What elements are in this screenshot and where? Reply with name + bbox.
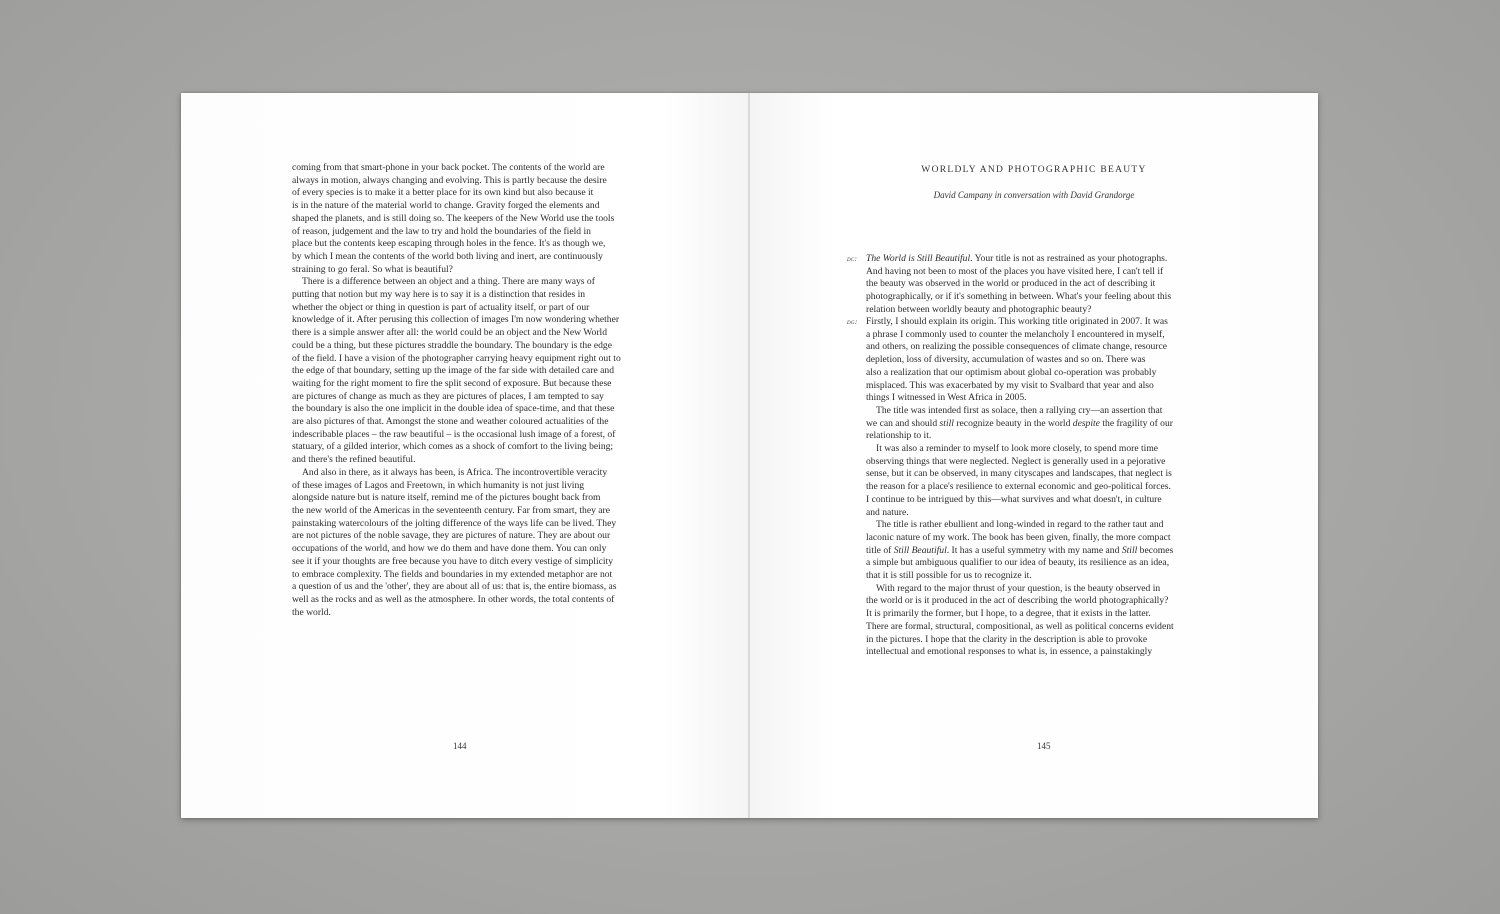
text-line <box>866 634 1206 647</box>
text-run: things I witnessed in West Africa in 2005. <box>866 392 1027 404</box>
text-line <box>866 545 1206 558</box>
text-line <box>866 481 1206 494</box>
text-run: I continue to be intrigued by this—what survives and what doesn't, in culture <box>866 493 1162 505</box>
text-run: laconic nature of my work. The book has been given, finally, the more compact <box>866 531 1171 543</box>
text-run: photographically, or if it's something in between. What's your feeling about this <box>866 291 1172 303</box>
interview-question-dc <box>847 253 1206 317</box>
text-run: It was also a reminder to myself to look more closely, to spend more time <box>876 443 1159 455</box>
text-line <box>866 354 1206 367</box>
italic-text: Still <box>1121 544 1138 556</box>
text-line <box>866 380 1206 393</box>
text-line <box>866 430 1206 443</box>
text-line: statuary, of a gilded interior, which comes as a shock of comfort to the living being; <box>292 441 614 453</box>
text-line: the new world of the Americas in the seventeenth century. Far from smart, they are <box>292 504 610 516</box>
text-line <box>866 519 1206 532</box>
text-run: Firstly, I should explain its origin. This working title originated in 2007. It was <box>866 316 1168 327</box>
text-run: intellectual and emotional responses to what is, in essence, a painstakingly <box>866 646 1153 658</box>
text-run: The title was intended first as solace, then a rallying cry—an assertion that <box>876 404 1163 416</box>
text-line: a question of us and the 'other', they are about all of us: that is, the entire biomass, as <box>292 581 617 593</box>
italic-text: despite <box>1072 417 1100 429</box>
text-line <box>866 608 1206 621</box>
speaker-label-dc: dc: <box>847 254 858 263</box>
text-line: well as the rocks and as well as the atmosphere. In other words, the total contents of <box>292 593 615 605</box>
text-line <box>866 405 1206 418</box>
text-line <box>866 532 1206 545</box>
text-line: of the field. I have a vision of the photographer carrying heavy equipment right out to <box>292 352 621 364</box>
chapter-subheading: David Campany in conversation with David Grandorge <box>933 190 1135 200</box>
text-line <box>866 557 1206 570</box>
text-run: It is primarily the former, but I hope, to a degree, that it exists in the latter. <box>866 608 1151 620</box>
text-line: of reason, judgement and the law to try and hold the boundaries of the field in <box>292 225 591 237</box>
text-line: And also in there, as it always has been, is Africa. The incontrovertible veracity <box>302 466 608 478</box>
text-line: coming from that smart-phone in your back pocket. The contents of the world are <box>292 162 605 173</box>
text-line <box>866 253 1206 266</box>
right-page <box>750 93 1318 818</box>
text-line: always in motion, always changing and evolving. This is partly because the desire <box>292 174 607 186</box>
text-line <box>866 595 1206 608</box>
text-run: and nature. <box>866 506 909 518</box>
text-line: shaped the planets, and is still doing so. The keepers of the New World use the tools <box>292 212 615 224</box>
text-line: the world. <box>292 606 331 618</box>
text-line: There is a difference between an object and a thing. There are many ways of <box>302 276 595 288</box>
text-line: of these images of Lagos and Freetown, in which humanity is not just living <box>292 479 585 491</box>
text-run: observing things that were neglected. Neglect is generally used in a pejorative <box>866 455 1166 467</box>
text-run: the world or is it produced in the act of describing the world photographically? <box>866 595 1169 607</box>
text-line: are also pictures of that. Amongst the stone and weather coloured actualities of the <box>292 416 609 428</box>
text-line: the edge of that boundary, setting up the image of the far side with detailed care and <box>292 365 614 377</box>
text-run: sense, but it can be observed, in many cityscapes and landscapes, that neglect is <box>866 468 1172 480</box>
book-spread <box>181 93 1318 818</box>
page-number-left: 144 <box>453 741 467 751</box>
text-line <box>866 341 1206 354</box>
text-line <box>866 329 1206 342</box>
text-line <box>866 418 1206 431</box>
text-line: to embrace complexity. The fields and boundaries in my extended metaphor are not <box>292 568 613 580</box>
chapter-heading: WORLDLY AND PHOTOGRAPHIC BEAUTY <box>921 165 1147 175</box>
text-run: The title is rather ebullient and long-winded in regard to the rather taut and <box>876 519 1164 531</box>
text-run: relation between worldly beauty and photographic beauty? <box>866 303 1092 315</box>
text-line: occupations of the world, and how we do them and have done them. You can only <box>292 543 607 555</box>
interview-answer-dg <box>847 316 1206 659</box>
text-line: waiting for the right moment to fire the split second of exposure. But because these <box>292 377 612 389</box>
text-line: straining to go feral. So what is beautiful? <box>292 263 453 275</box>
text-run: that it is still possible for us to recognize it. <box>866 570 1032 582</box>
text-run: recognize beauty in the world <box>953 417 1073 429</box>
text-run: the reason for a place's resilience to external economic and geo-political forces. <box>866 481 1171 493</box>
text-line <box>866 621 1206 634</box>
text-run: misplaced. This was exacerbated by my visit to Svalbard that year and also <box>866 379 1154 391</box>
text-line <box>866 278 1206 291</box>
text-run: the fragility of our <box>1099 417 1173 429</box>
text-line: and there's the refined beautiful. <box>292 454 416 466</box>
text-run: . It has a useful symmetry with my name and <box>946 544 1122 556</box>
text-run: a phrase I commonly used to counter the melancholy I encountered in myself, <box>866 328 1165 340</box>
left-page <box>181 93 749 818</box>
text-run: becomes <box>1137 544 1174 556</box>
text-line: see it if your thoughts are free because you have to ditch every vestige of simplicity <box>292 555 614 567</box>
text-run: and others, on realizing the possible consequences of climate change, resource <box>866 341 1168 353</box>
text-line: are pictures of change as much as they are pictures of places, I am tempted to say <box>292 390 604 402</box>
text-line <box>866 507 1206 520</box>
text-run: There are formal, structural, compositional, as well as political concerns evident <box>866 620 1174 632</box>
text-line: there is a simple answer after all: the world could be an object and the New World <box>292 327 608 339</box>
text-line: could be a thing, but these pictures straddle the boundary. The boundary is the edge <box>292 339 612 351</box>
text-run: With regard to the major thrust of your question, is the beauty observed in <box>876 582 1161 594</box>
text-line <box>866 266 1206 279</box>
text-run: And having not been to most of the places you have visited here, I can't tell if <box>866 265 1164 277</box>
left-page-body <box>292 162 632 619</box>
text-line: knowledge of it. After perusing this collection of images I'm now wondering whether <box>292 314 620 326</box>
text-line <box>866 392 1206 405</box>
text-line <box>866 316 1206 329</box>
text-line <box>866 456 1206 469</box>
text-line <box>866 494 1206 507</box>
text-run: the beauty was observed in the world or produced in the act of describing it <box>866 278 1156 290</box>
text-line: the boundary is also the one implicit in the double idea of space-time, and that these <box>292 403 615 415</box>
text-line: by which I mean the contents of the world both living and inert, are continuously <box>292 250 603 262</box>
text-run: a simple but ambiguous qualifier to our idea of beauty, its resilience as an idea, <box>866 557 1170 569</box>
text-line <box>866 468 1206 481</box>
text-line: are not pictures of the noble savage, they are pictures of nature. They are about our <box>292 530 611 542</box>
text-line: place but the contents keep escaping through holes in the fence. It's as though we, <box>292 238 606 250</box>
text-line: indescribable places – the raw beautiful – is the occasional lush image of a forest, of <box>292 428 616 440</box>
text-run: . Your title is not as restrained as your photographs. <box>970 253 1168 264</box>
text-line <box>866 291 1206 304</box>
speaker-label-dg: dg: <box>847 317 858 326</box>
italic-text: The World is Still Beautiful <box>866 253 971 264</box>
text-run: title of <box>866 544 894 556</box>
text-run: we can and should <box>866 417 940 429</box>
text-line <box>866 646 1206 659</box>
text-line <box>866 367 1206 380</box>
text-line <box>866 443 1206 456</box>
text-run: depletion, loss of diversity, accumulation of wastes and so on. There was <box>866 354 1146 366</box>
text-run: also a realization that our optimism about global co-operation was probably <box>866 366 1157 378</box>
text-run: in the pictures. I hope that the clarity in the description is able to provoke <box>866 633 1148 645</box>
text-line: of every species is to make it a better place for its own kind but also because it <box>292 187 594 199</box>
italic-text: Still Beautiful <box>893 544 947 556</box>
page-number-right: 145 <box>1037 741 1051 751</box>
text-line: painstaking watercolours of the jolting difference of the ways life can be lived. They <box>292 517 617 529</box>
text-line <box>866 570 1206 583</box>
text-line: putting that notion but my way here is to say it is a distinction that resides in <box>292 289 586 301</box>
text-line: alongside nature but is nature itself, remind me of the pictures bought back from <box>292 492 601 504</box>
text-line <box>866 583 1206 596</box>
text-line: is in the nature of the material world to change. Gravity forged the elements and <box>292 200 600 212</box>
text-line: whether the object or thing in question is part of actuality itself, or part of our <box>292 301 590 313</box>
text-line <box>866 304 1206 317</box>
text-run: relationship to it. <box>866 430 932 442</box>
italic-text: still <box>939 417 954 429</box>
